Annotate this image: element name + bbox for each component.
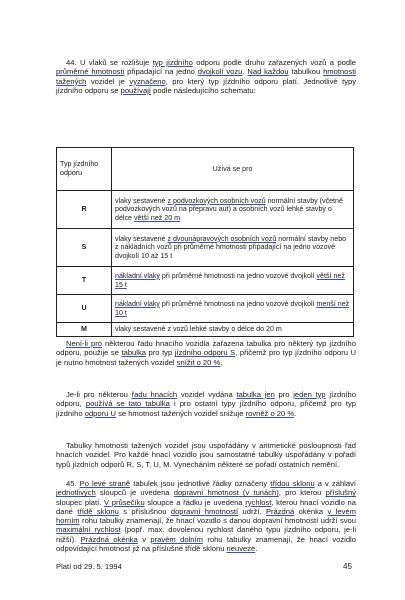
row-code: M [57, 323, 112, 337]
text: a v záhlaví [314, 479, 356, 488]
footer-valid-from: Platí od 29. 5. 1994 [56, 562, 122, 571]
paragraph-single-table [56, 390, 356, 418]
underlined-text: rovněž o 20 % [245, 408, 295, 418]
table-row [57, 323, 354, 337]
text: . [220, 357, 223, 367]
underlined-text: tabulka jen [236, 390, 275, 399]
underlined-text: rychlost [245, 497, 272, 507]
row-description [112, 229, 354, 267]
text: , přičemž pro typ jízdního odporu U je nutno hmotnost tažených vozidel [56, 348, 357, 367]
underlined-text: z podvozkových osobních vozů [167, 196, 266, 205]
text: . [294, 408, 297, 418]
text: normální stavby (včetně podvozkových vozů na přepravu aut) a osobních vozů lehké stavby o délce [115, 196, 343, 222]
text: sloupce a řádku je uvedena [144, 497, 246, 507]
text: vlaky sestavené [115, 234, 168, 243]
text: připadající na jedno [124, 67, 198, 77]
underlined-text: neuveze [226, 544, 256, 554]
underlined-text: v levém horním [56, 506, 356, 526]
underlined-text: Po levé straně [79, 479, 131, 488]
text: vozidel je [86, 76, 130, 86]
underlined-text: příslušný [325, 488, 356, 498]
underlined-text: třídě sklonu [77, 506, 119, 516]
table-row [57, 295, 354, 323]
header-used-for: Užívá se pro [112, 148, 354, 191]
underlined-text: V průsečíku [104, 497, 145, 507]
text: při průměrné hmotnosti na jedno vozové dvojkolí [159, 299, 317, 308]
underlined-text: dopravní hmotnost (v tunách) [173, 488, 279, 498]
text: odporu podle druhu zařazených vozů a podle [192, 58, 356, 67]
underlined-text: průměrné hmotnosti [56, 67, 125, 77]
text: při průměrné hmotnosti na jedno vozové dvojkolí [159, 271, 317, 280]
row-code: S [57, 229, 112, 267]
text: . [242, 67, 248, 77]
text: 44. U vlaků se rozlišuje [66, 58, 153, 67]
text: tabulek jsou jednotlivé řádky označeny [130, 479, 271, 488]
text: 45. [66, 479, 80, 488]
underlined-text: pravém dolním [150, 534, 203, 544]
paragraph-no-table [56, 339, 356, 367]
underlined-text: nákladní vlaky [115, 271, 160, 280]
row-description: vlaky sestavené z vozů lehké stavby o délce do 20 m [112, 323, 354, 337]
underlined-text: jízdního odporu S [174, 348, 236, 358]
table-row [57, 191, 354, 229]
underlined-text: Není-li pro [66, 339, 102, 348]
underlined-text: Nad každou [247, 67, 289, 77]
underlined-text: hmotnosti tažených [56, 67, 356, 86]
page-number: 45 [343, 562, 352, 571]
text: vozidel vydána [177, 390, 237, 399]
row-description [112, 267, 354, 295]
text: . [255, 544, 258, 554]
text: vlaky sestavené [115, 196, 168, 205]
table-row [57, 229, 354, 267]
text: i pro ostatní typy jízdního odporu, přičemž pro typ jízdního [56, 399, 356, 418]
table-row [57, 267, 354, 295]
text: se hmotnost tažených vozidel snižuje [115, 408, 246, 418]
underlined-text: tabulka [121, 348, 146, 358]
underlined-text: odporu U [84, 408, 116, 418]
underlined-text: používají [120, 85, 151, 95]
text: okénka [294, 506, 328, 516]
underlined-text: jednotlivých [56, 488, 96, 498]
underlined-text: větší než 15 t [115, 271, 345, 289]
row-code: T [57, 267, 112, 295]
underlined-text: používá se tato tabulka [85, 399, 170, 409]
underlined-text: menší než 10 t [115, 299, 350, 317]
underlined-text: snížit o 20 % [176, 357, 221, 367]
text: pro [274, 390, 294, 399]
text: pro typ [146, 348, 175, 358]
underlined-text: nákladní vlaky [115, 299, 160, 308]
underlined-text: větší než 20 m [133, 213, 181, 222]
underlined-text: typ jízdního [152, 58, 193, 67]
underlined-text: dopravní hmotností [170, 506, 239, 516]
underlined-text: Prázdná okénka [80, 534, 138, 544]
text: s příslušnou [118, 506, 171, 516]
row-description [112, 191, 354, 229]
row-code: U [57, 295, 112, 323]
underlined-text: Prázdná [265, 506, 295, 516]
text: podle následujícího schematu: [151, 85, 256, 95]
text: sloupců je uvedena [95, 488, 174, 498]
text: rohu tabulky znamenají, že hnací vozidlo s danou dopravní hmotností udrží svou [79, 516, 356, 526]
table-header-row [57, 148, 354, 191]
underlined-text: třídou sklonu [270, 479, 315, 488]
text: v [137, 534, 151, 544]
underlined-text: dvojkolí vozu [197, 67, 243, 77]
underlined-text: maximální rychlost [56, 525, 121, 535]
underlined-text: vyznačeno [129, 76, 166, 86]
text: , pro který typ jízdního odporu platí. Jednotlivé typy jízdního odporu se [56, 76, 356, 95]
text: , pro kterou [278, 488, 326, 498]
text: , kterou hnací vozidlo na dané [56, 497, 356, 516]
paragraph-45 [56, 479, 356, 553]
text: sloupec platí. [56, 497, 104, 507]
header-resistance-type: Typ jízdního odporu [57, 148, 112, 191]
underlined-text: řadu hnacích [131, 390, 178, 399]
text: Je-li pro některou [66, 390, 132, 399]
text: tabulkou [288, 67, 324, 77]
text: normální stavby nebo z nákladních vozů při průměrné hmotnosti připadající na jedno vozové dvojkolí 10 až 15 t [115, 234, 347, 260]
row-description [112, 295, 354, 323]
text: některou řadu hnacího vozidla zařazena tabulka pro některý typ jízdního odporu, použije se [56, 339, 356, 358]
underlined-text: jeden typ [293, 390, 326, 399]
paragraph-table-order: Tabulky hmotnosti tažených vozidel jsou uspořádány v aritmetické posloupnosti řad hnacích vozidel. Pro každé hnací vozidlo jsou samostatné tabulky uspořádány v pořadí typů jízdních odporů R, S, T, U, M. Vynecháním některé se pořadí ostatních nemění. [56, 441, 356, 469]
text: rohu tabulky znamenají, že hnací vozidlo odpovídající hmotnost již na příslušné třídě sklonu [56, 534, 356, 554]
text: jízdního odporu, [56, 390, 356, 409]
row-code: R [57, 191, 112, 229]
resistance-type-table [56, 147, 354, 337]
text: udrží. [238, 506, 266, 516]
paragraph-44 [56, 58, 356, 95]
text: (popř. max. dovolenou rychlost daného typu jízdního odporu, je-li nižší). [56, 525, 357, 544]
underlined-text: z dvounápravových osobních vozů [167, 234, 277, 243]
